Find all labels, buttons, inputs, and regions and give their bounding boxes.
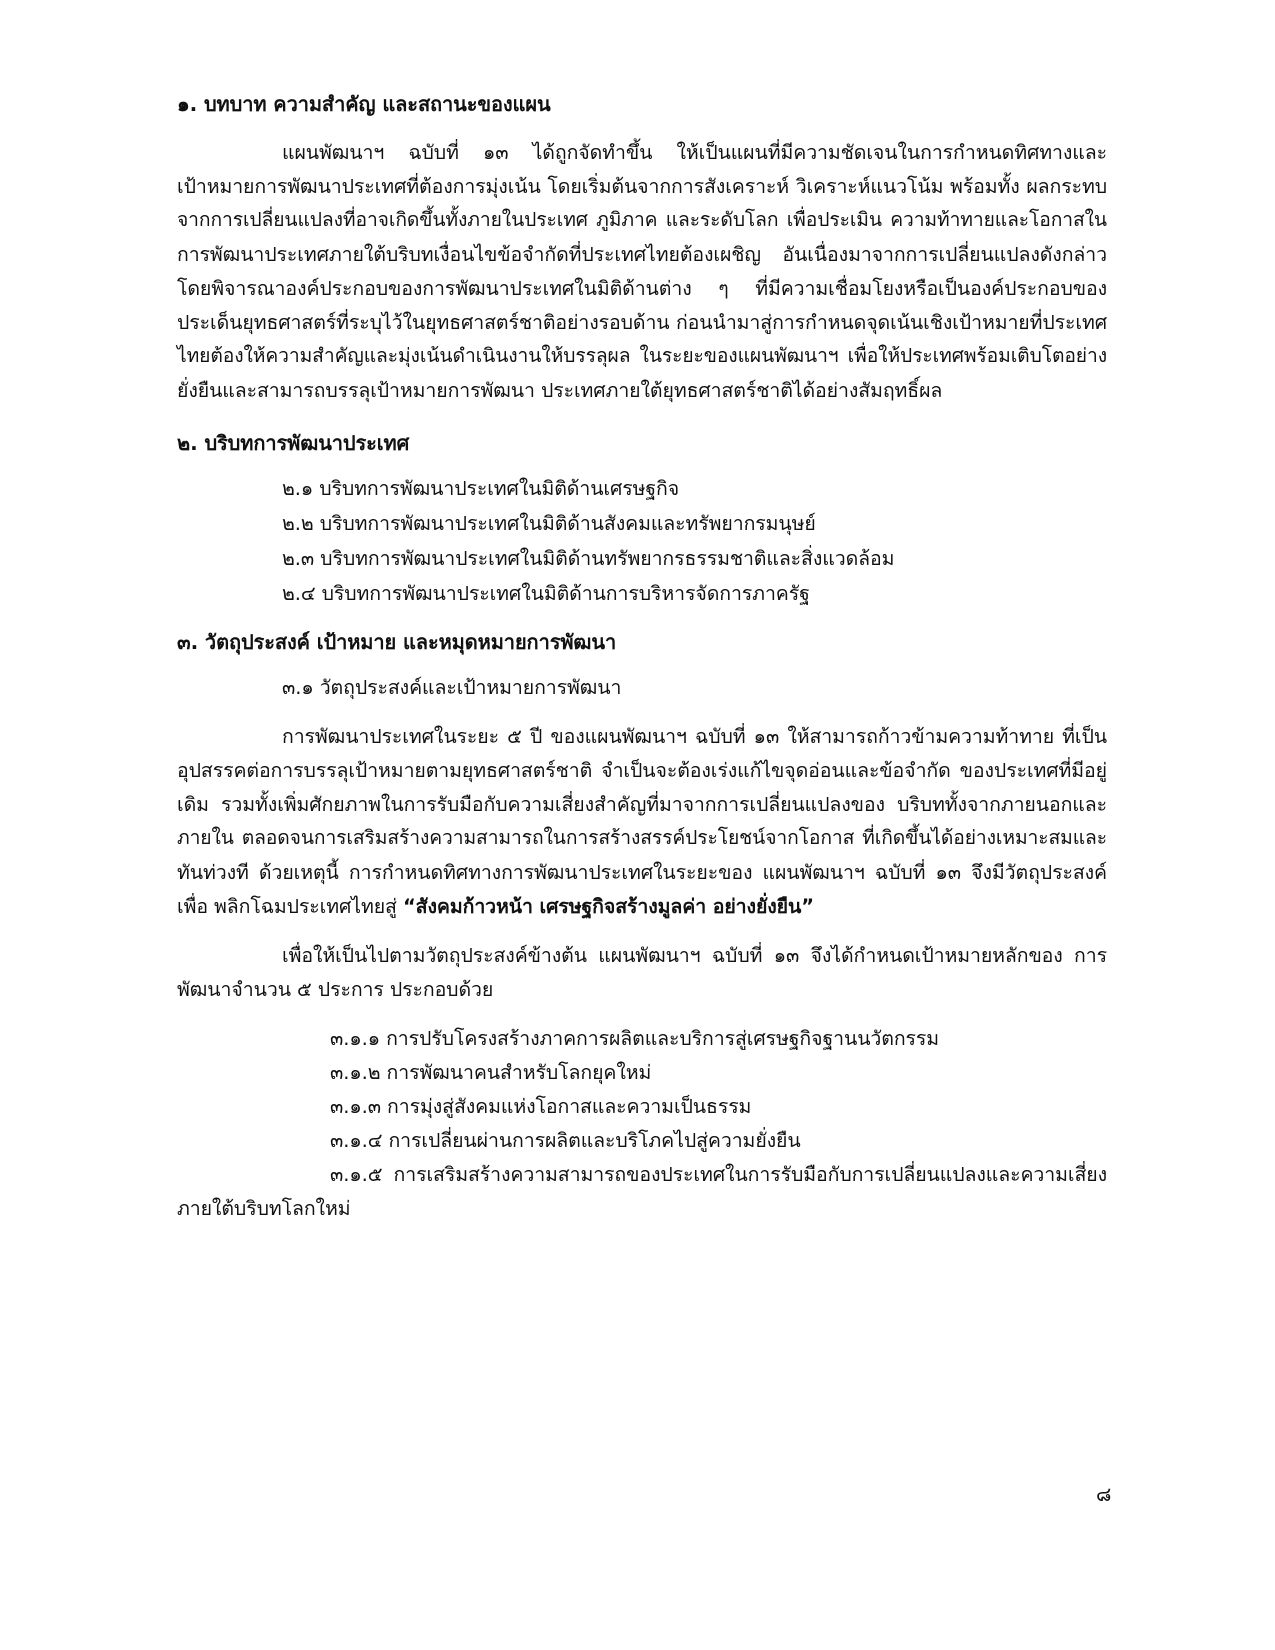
section-2-heading: ๒. บริบทการพัฒนาประเทศ	[177, 431, 410, 455]
goal-item: ๓.๑.๑ การปรับโครงสร้างภาคการผลิตและบริการสู่เศรษฐกิจฐานนวัตกรรม	[330, 1027, 940, 1050]
section-3-paragraph-line: การพัฒนาประเทศในระยะ ๕ ปี ของแผนพัฒนาฯ ฉบับที่ ๑๓ ให้สามารถก้าวข้ามความท้าทาย ที่เป็น	[282, 725, 1107, 748]
section-1-paragraph-line: ประเด็นยุทธศาสตร์ที่ระบุไว้ในยุทธศาสตร์ชาติอย่างรอบด้าน ก่อนนำมาสู่การกำหนดจุดเน้นเชิงเป้าหมายที่ประเทศ	[177, 311, 1107, 334]
section-3-paragraph-last-line	[177, 891, 1107, 922]
paragraph-prefix: เพื่อ พลิกโฉมประเทศไทยสู่	[177, 895, 403, 918]
section-1-heading: ๑. บทบาท ความสำคัญ และสถานะของแผน	[177, 92, 551, 116]
section-1-paragraph-line: การพัฒนาประเทศภายใต้บริบทเงื่อนไขข้อจำกัดที่ประเทศไทยต้องเผชิญ อันเนื่องมาจากการเปลี่ยนแปลงดังกล่าว	[177, 243, 1107, 266]
section-3-paragraph-line: ภายใน ตลอดจนการเสริมสร้างความสามารถในการสร้างสรรค์ประโยชน์จากโอกาส ที่เกิดขึ้นได้อย่างเหมาะสมและ	[177, 826, 1107, 849]
section-2-item: ๒.๑ บริบทการพัฒนาประเทศในมิติด้านเศรษฐกิจ	[282, 477, 680, 500]
section-2-item: ๒.๒ บริบทการพัฒนาประเทศในมิติด้านสังคมและทรัพยากรมนุษย์	[282, 512, 816, 535]
goal-item-continuation: ภายใต้บริบทโลกใหม่	[177, 1197, 351, 1220]
section-3-1-subheading: ๓.๑ วัตถุประสงค์และเป้าหมายการพัฒนา	[282, 676, 622, 699]
section-1-paragraph-line: ยั่งยืนและสามารถบรรลุเป้าหมายการพัฒนา ประเทศภายใต้ยุทธศาสตร์ชาติได้อย่างสัมฤทธิ์ผล	[177, 379, 943, 402]
goal-item: ๓.๑.๓ การมุ่งสู่สังคมแห่งโอกาสและความเป็นธรรม	[330, 1095, 752, 1118]
section-1-paragraph-line: โดยพิจารณาองค์ประกอบของการพัฒนาประเทศในมิติด้านต่าง ๆ ที่มีความเชื่อมโยงหรือเป็นองค์ประกอบของ	[177, 277, 1107, 300]
section-1-paragraph-line: จากการเปลี่ยนแปลงที่อาจเกิดขึ้นทั้งภายในประเทศ ภูมิภาค และระดับโลก เพื่อประเมิน ความท้าทายและโอกาสใน	[177, 208, 1107, 231]
section-1-paragraph-line: เป้าหมายการพัฒนาประเทศที่ต้องการมุ่งเน้น โดยเริ่มต้นจากการสังเคราะห์ วิเคราะห์แนวโน้ม พร้อมทั้ง ผลกระทบ	[177, 175, 1107, 198]
section-2-item: ๒.๔ บริบทการพัฒนาประเทศในมิติด้านการบริหารจัดการภาครัฐ	[282, 582, 810, 605]
section-2-item: ๒.๓ บริบทการพัฒนาประเทศในมิติด้านทรัพยากรธรรมชาติและสิ่งแวดล้อม	[282, 547, 895, 570]
vision-statement: “สังคมก้าวหน้า เศรษฐกิจสร้างมูลค่า อย่างยั่งยืน”	[402, 895, 814, 918]
page-number: ๘	[1096, 1482, 1112, 1506]
goal-item: ๓.๑.๒ การพัฒนาคนสำหรับโลกยุคใหม่	[330, 1061, 652, 1084]
section-1-paragraph-line: แผนพัฒนาฯ ฉบับที่ ๑๓ ได้ถูกจัดทำขึ้น ให้เป็นแผนที่มีความชัดเจนในการกำหนดทิศทางและ	[282, 141, 1107, 164]
section-3-paragraph2-line: พัฒนาจำนวน ๕ ประการ ประกอบด้วย	[177, 978, 494, 1001]
section-3-paragraph-line: ทันท่วงที ด้วยเหตุนี้ การกำหนดทิศทางการพัฒนาประเทศในระยะของ แผนพัฒนาฯ ฉบับที่ ๑๓ จึงมีวัตถุประสงค์	[177, 861, 1107, 884]
section-3-paragraph2-line: เพื่อให้เป็นไปตามวัตถุประสงค์ข้างต้น แผนพัฒนาฯ ฉบับที่ ๑๓ จึงได้กำหนดเป้าหมายหลักของ การ	[282, 944, 1107, 967]
section-3-paragraph-line: อุปสรรคต่อการบรรลุเป้าหมายตามยุทธศาสตร์ชาติ จำเป็นจะต้องเร่งแก้ไขจุดอ่อนและข้อจำกัด ของประเทศที่มีอยู่	[177, 759, 1107, 782]
section-3-paragraph-line: เดิม รวมทั้งเพิ่มศักยภาพในการรับมือกับความเสี่ยงสำคัญที่มาจากการเปลี่ยนแปลงของ บริบททั้งจากภายนอกและ	[177, 793, 1107, 816]
section-1-paragraph-line: ไทยต้องให้ความสำคัญและมุ่งเน้นดำเนินงานให้บรรลุผล ในระยะของแผนพัฒนาฯ เพื่อให้ประเทศพร้อมเติบโตอย่าง	[177, 344, 1107, 367]
goal-item: ๓.๑.๔ การเปลี่ยนผ่านการผลิตและบริโภคไปสู่ความยั่งยืน	[330, 1129, 801, 1152]
section-3-heading: ๓. วัตถุประสงค์ เป้าหมาย และหมุดหมายการพัฒนา	[177, 630, 617, 654]
goal-item: ๓.๑.๕ การเสริมสร้างความสามารถของประเทศในการรับมือกับการเปลี่ยนแปลงและความเสี่ยง	[330, 1163, 1107, 1186]
